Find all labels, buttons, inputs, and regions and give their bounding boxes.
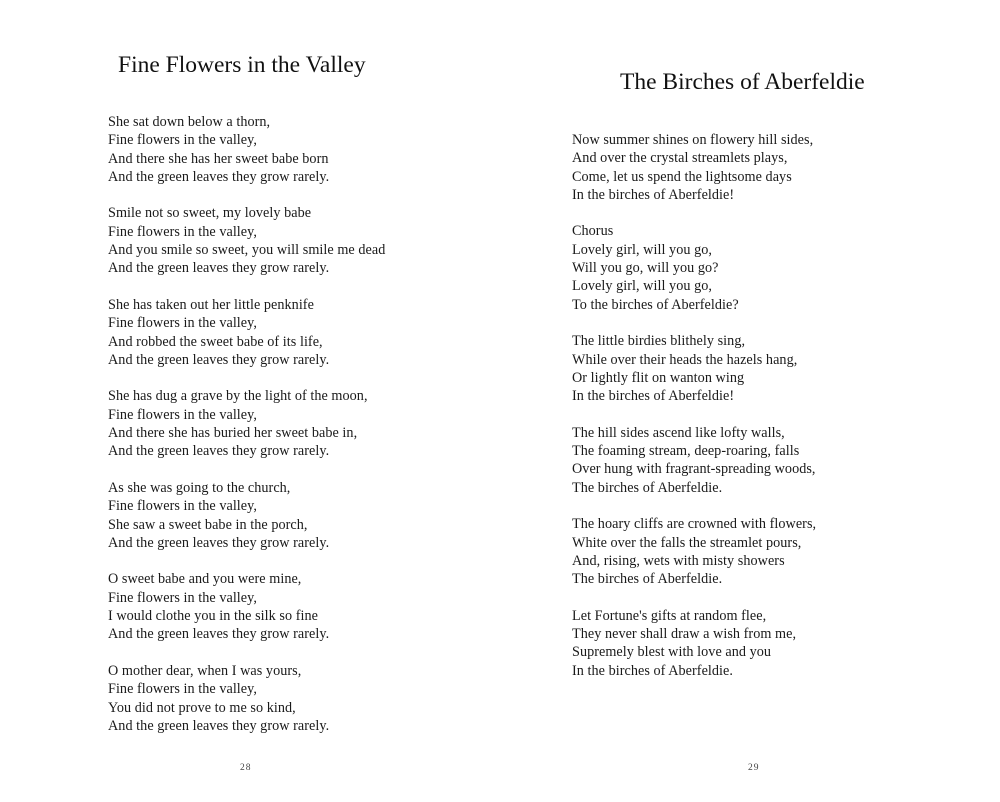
stanza — [108, 479, 385, 552]
verse-line: And the green leaves they grow rarely. — [108, 534, 330, 551]
verse-line: The foaming stream, deep-roaring, falls — [572, 443, 800, 460]
poem-body — [572, 131, 816, 698]
verse-line: The hoary cliffs are crowned with flowers, — [572, 516, 817, 533]
verse-line: And you smile so sweet, you will smile me dead — [108, 242, 386, 259]
verse-line: The birches of Aberfeldie. — [572, 479, 723, 496]
right-page — [500, 0, 1000, 802]
verse-line: Fine flowers in the valley, — [108, 315, 257, 332]
verse-line: In the birches of Aberfeldie! — [572, 186, 735, 203]
poem-title: The Birches of Aberfeldie — [620, 69, 865, 95]
verse-line: I would clothe you in the silk so fine — [108, 608, 318, 625]
verse-line: In the birches of Aberfeldie! — [572, 388, 735, 405]
poem-title: Fine Flowers in the Valley — [118, 52, 366, 78]
stanza — [108, 570, 385, 643]
verse-line: And there she has buried her sweet babe in, — [108, 425, 358, 442]
verse-line: She has dug a grave by the light of the moon, — [108, 388, 368, 405]
verse-line: Fine flowers in the valley, — [108, 681, 257, 698]
verse-line: As she was going to the church, — [108, 479, 291, 496]
stanza — [572, 607, 816, 680]
verse-line: Fine flowers in the valley, — [108, 589, 257, 606]
verse-line: And the green leaves they grow rarely. — [108, 443, 330, 460]
poem-body — [108, 113, 385, 753]
verse-line: O sweet babe and you were mine, — [108, 571, 302, 588]
verse-line: Fine flowers in the valley, — [108, 223, 257, 240]
stanza — [572, 131, 816, 204]
verse-line: Will you go, will you go? — [572, 260, 719, 277]
verse-line: White over the falls the streamlet pours, — [572, 534, 802, 551]
verse-line: Lovely girl, will you go, — [572, 278, 712, 295]
verse-line: Over hung with fragrant-spreading woods, — [572, 461, 816, 478]
verse-line: She sat down below a thorn, — [108, 114, 271, 130]
verse-line: And the green leaves they grow rarely. — [108, 168, 330, 185]
verse-line: Lovely girl, will you go, — [572, 241, 712, 258]
stanza — [572, 222, 816, 313]
verse-line: She saw a sweet babe in the porch, — [108, 516, 308, 533]
stanza — [572, 515, 816, 588]
page-number: 29 — [748, 763, 760, 773]
verse-line: Fine flowers in the valley, — [108, 498, 257, 515]
verse-line: And robbed the sweet babe of its life, — [108, 333, 323, 350]
verse-line: And there she has her sweet babe born — [108, 150, 329, 167]
verse-line: While over their heads the hazels hang, — [572, 351, 798, 368]
verse-line: In the birches of Aberfeldie. — [572, 662, 733, 679]
verse-line: Fine flowers in the valley, — [108, 406, 257, 423]
verse-line: Come, let us spend the lightsome days — [572, 168, 792, 185]
verse-line: Let Fortune's gifts at random flee, — [572, 607, 767, 624]
verse-line: Fine flowers in the valley, — [108, 132, 257, 149]
verse-line: And the green leaves they grow rarely. — [108, 717, 330, 734]
stanza — [108, 113, 385, 186]
stanza — [572, 332, 816, 405]
verse-line: And the green leaves they grow rarely. — [108, 351, 330, 368]
stanza — [108, 204, 385, 277]
verse-line: And the green leaves they grow rarely. — [108, 626, 330, 643]
stanza — [108, 387, 385, 460]
verse-line: The hill sides ascend like lofty walls, — [572, 424, 785, 441]
verse-line: You did not prove to me so kind, — [108, 699, 296, 716]
verse-line: They never shall draw a wish from me, — [572, 626, 797, 643]
verse-line: Or lightly flit on wanton wing — [572, 369, 745, 386]
verse-line: And over the crystal streamlets plays, — [572, 150, 788, 167]
verse-line: The birches of Aberfeldie. — [572, 571, 723, 588]
verse-line: Smile not so sweet, my lovely babe — [108, 205, 312, 222]
stanza — [572, 424, 816, 497]
stanza — [108, 296, 385, 369]
page-number: 28 — [240, 763, 252, 773]
verse-line: To the birches of Aberfeldie? — [572, 296, 739, 313]
verse-line: The little birdies blithely sing, — [572, 333, 746, 350]
verse-line: O mother dear, when I was yours, — [108, 662, 302, 679]
verse-line: And the green leaves they grow rarely. — [108, 260, 330, 277]
verse-line: Supremely blest with love and you — [572, 644, 772, 661]
verse-line: She has taken out her little penknife — [108, 296, 314, 313]
verse-line: And, rising, wets with misty showers — [572, 552, 785, 569]
verse-line: Now summer shines on flowery hill sides, — [572, 132, 814, 148]
verse-line: Chorus — [572, 223, 614, 240]
stanza — [108, 662, 385, 735]
